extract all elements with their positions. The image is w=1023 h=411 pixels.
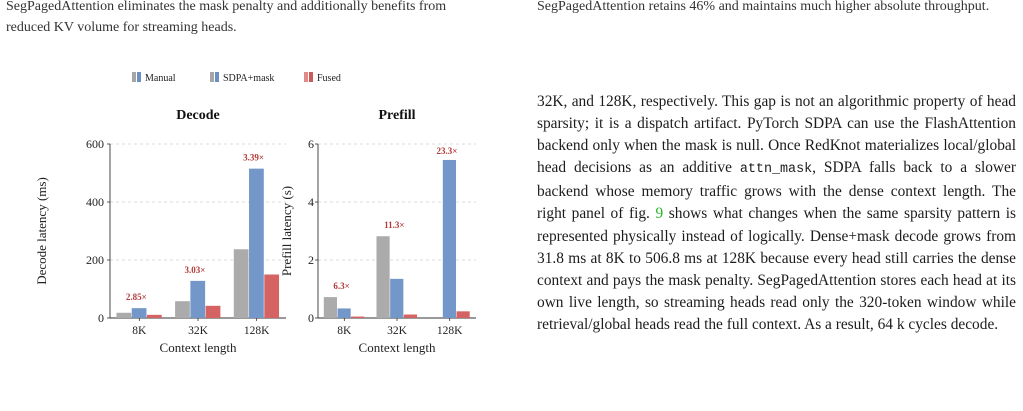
speedup-annotation-1-1: 11.3×	[384, 220, 405, 231]
speedup-annotation-1-0: 6.3×	[333, 281, 350, 292]
speedup-annotation-0-1: 3.03×	[184, 264, 206, 275]
xtick-label-1-2: 128K	[436, 325, 463, 337]
body-paragraph: 32K, and 128K, respectively. This gap is not an algorithmic property of head sparsity; it is a dispatch artifact. PyTorch SDPA can use the FlashAttention backend only when the mask is null. Once RedKnot materializes local/global head decisions as an additive attn_mask, SDPA falls back to a slower backend whose memory traffic grows with the dense context length. The right panel of fig. 9 shows what changes when the same sparsity pattern is represented physically instead of logically. Dense+mask decode grows from 31.8 ms at 8K to 506.8 ms at 128K because every head still carries the dense context and pays the mask penalty. SegPagedAttention stores each head at its own live length, so streaming heads read only the 320-token window while retrieval/global heads read the full context. As a result, 64 k cycles decode.	[537, 93, 1016, 333]
bar-decode-128K-fused	[264, 275, 279, 319]
xtick-label-0-0: 8K	[132, 325, 147, 337]
bar-prefill-32K-manual	[376, 236, 389, 318]
legend-swatch-0-b	[137, 72, 141, 82]
legend-swatch-1-b	[215, 72, 219, 82]
panel-title-1: Prefill	[378, 108, 416, 123]
legend-label-0: Manual	[145, 73, 176, 84]
ytick-label-0-3: 600	[86, 137, 104, 151]
legend-swatch-1-a	[210, 72, 214, 82]
legend-swatch-0-a	[132, 72, 136, 82]
legend-swatch-2-a	[304, 72, 308, 82]
bar-prefill-8K-sdpa+mask	[337, 308, 350, 318]
x-axis-label-1: Context length	[358, 340, 436, 355]
bar-decode-8K-manual	[116, 313, 131, 318]
latency-bar-charts	[0, 60, 520, 411]
xtick-label-0-2: 128K	[243, 325, 270, 337]
xtick-label-1-0: 8K	[337, 325, 352, 337]
speedup-annotation-0-0: 2.85×	[125, 292, 147, 303]
figure-reference-link[interactable]: 9	[655, 205, 664, 223]
x-axis-label-0: Context length	[159, 340, 237, 355]
bar-decode-32K-manual	[175, 301, 190, 318]
y-axis-label-0: Decode latency (ms)	[34, 177, 49, 285]
speedup-annotation-0-2: 3.39×	[243, 152, 265, 163]
bar-prefill-8K-fused	[351, 317, 364, 318]
bar-prefill-32K-sdpa+mask	[390, 279, 403, 318]
bar-prefill-128K-sdpa+mask	[443, 160, 456, 318]
bar-decode-8K-sdpa+mask	[132, 308, 147, 318]
speedup-annotation-1-2: 23.3×	[436, 146, 458, 156]
ytick-label-1-0: 0	[308, 311, 314, 325]
figure-caption-left: SegPagedAttention eliminates the mask penalty and additionally benefits from reduced KV volume for streaming heads.	[6, 0, 447, 35]
bar-prefill-32K-fused	[404, 315, 417, 318]
panel-title-0: Decode	[176, 108, 220, 123]
legend-label-2: Fused	[317, 73, 341, 84]
ytick-label-0-2: 400	[86, 195, 104, 209]
legend-swatch-2-b	[309, 72, 313, 82]
legend-label-1: SDPA+mask	[223, 73, 275, 84]
bar-decode-8K-fused	[147, 315, 162, 318]
bar-decode-128K-sdpa+mask	[249, 169, 264, 318]
bar-decode-32K-fused	[206, 306, 221, 318]
bar-prefill-128K-fused	[457, 311, 470, 318]
ytick-label-0-0: 0	[98, 311, 104, 325]
figure-caption-right: SegPagedAttention retains 46% and maintains much higher absolute throughput.	[537, 0, 990, 14]
ytick-label-0-1: 200	[86, 253, 104, 267]
bar-prefill-8K-manual	[324, 297, 337, 318]
attn-mask-code: attn_mask	[739, 162, 813, 178]
y-axis-label-1: Prefill latency (s)	[279, 185, 294, 277]
ytick-label-1-1: 2	[308, 253, 314, 267]
ytick-label-1-3: 6	[308, 137, 314, 151]
bar-decode-128K-manual	[234, 249, 249, 318]
bar-decode-32K-sdpa+mask	[190, 281, 205, 318]
ytick-label-1-2: 4	[308, 195, 314, 209]
xtick-label-1-1: 32K	[387, 325, 407, 337]
xtick-label-0-1: 32K	[188, 325, 208, 337]
